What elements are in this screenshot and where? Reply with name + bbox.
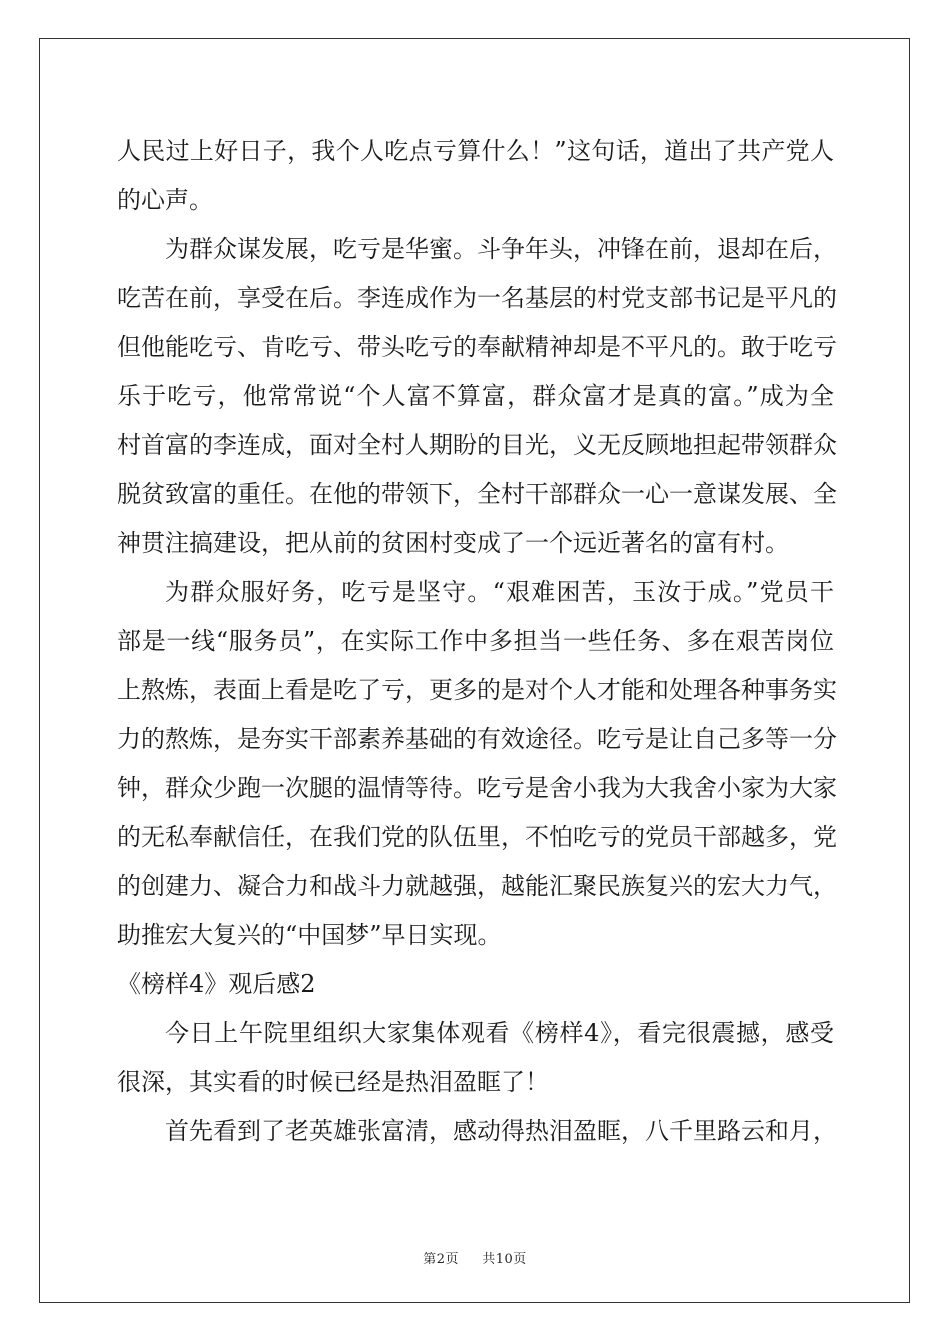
text-line: 的无私奉献信任，在我们党的队伍里，不怕吃亏的党员干部越多，党	[117, 823, 837, 851]
text-line: 乐于吃亏，他常常说“个人富不算富，群众富才是真的富。”成为全	[117, 382, 834, 410]
page-number: 第2页	[423, 1252, 459, 1267]
document-body	[117, 127, 837, 1156]
text-line: 助推宏大复兴的“中国梦”早日实现。	[117, 921, 502, 949]
text-line: 上熬炼，表面上看是吃了亏，更多的是对个人才能和处理各种事务实	[117, 676, 837, 704]
text-line: 很深，其实看的时候已经是热泪盈眶了！	[117, 1068, 549, 1096]
text-line: 的心声。	[117, 186, 213, 214]
text-line: 人民过上好日子，我个人吃点亏算什么！”这句话，道出了共产党人	[117, 137, 834, 165]
paragraph-first-line: 为群众谋发展，吃亏是华蜜。斗争年头，冲锋在前，退却在后，	[165, 235, 837, 263]
page-footer	[0, 1248, 950, 1267]
paragraph-first-line: 为群众服好务，吃亏是坚守。“艰难困苦，玉汝于成。”党员干	[165, 578, 834, 606]
text-line: 吃苦在前，享受在后。李连成作为一名基层的村党支部书记是平凡的	[117, 284, 837, 312]
text-line: 村首富的李连成，面对全村人期盼的目光，义无反顾地担起带领群众	[117, 431, 837, 459]
section-heading: 《榜样4》观后感2	[117, 970, 316, 998]
text-line: 的创建力、凝合力和战斗力就越强，越能汇聚民族复兴的宏大力气，	[117, 872, 837, 900]
text-line: 神贯注搞建设，把从前的贫困村变成了一个远近著名的富有村。	[117, 529, 789, 557]
paragraph-first-line: 首先看到了老英雄张富清，感动得热泪盈眶，八千里路云和月，	[165, 1117, 837, 1145]
text-line: 钟，群众少跑一次腿的温情等待。吃亏是舍小我为大我舍小家为大家	[117, 774, 837, 802]
page-total: 共10页	[482, 1252, 527, 1267]
text-line: 脱贫致富的重任。在他的带领下，全村干部群众一心一意谋发展、全	[117, 480, 837, 508]
paragraph-first-line: 今日上午院里组织大家集体观看《榜样4》，看完很震撼，感受	[165, 1019, 834, 1047]
text-line: 但他能吃亏、肯吃亏、带头吃亏的奉献精神却是不平凡的。敢于吃亏	[117, 333, 837, 361]
text-line: 部是一线“服务员”，在实际工作中多担当一些任务、多在艰苦岗位	[117, 627, 834, 655]
text-line: 力的熬炼，是夯实干部素养基础的有效途径。吃亏是让自己多等一分	[117, 725, 837, 753]
